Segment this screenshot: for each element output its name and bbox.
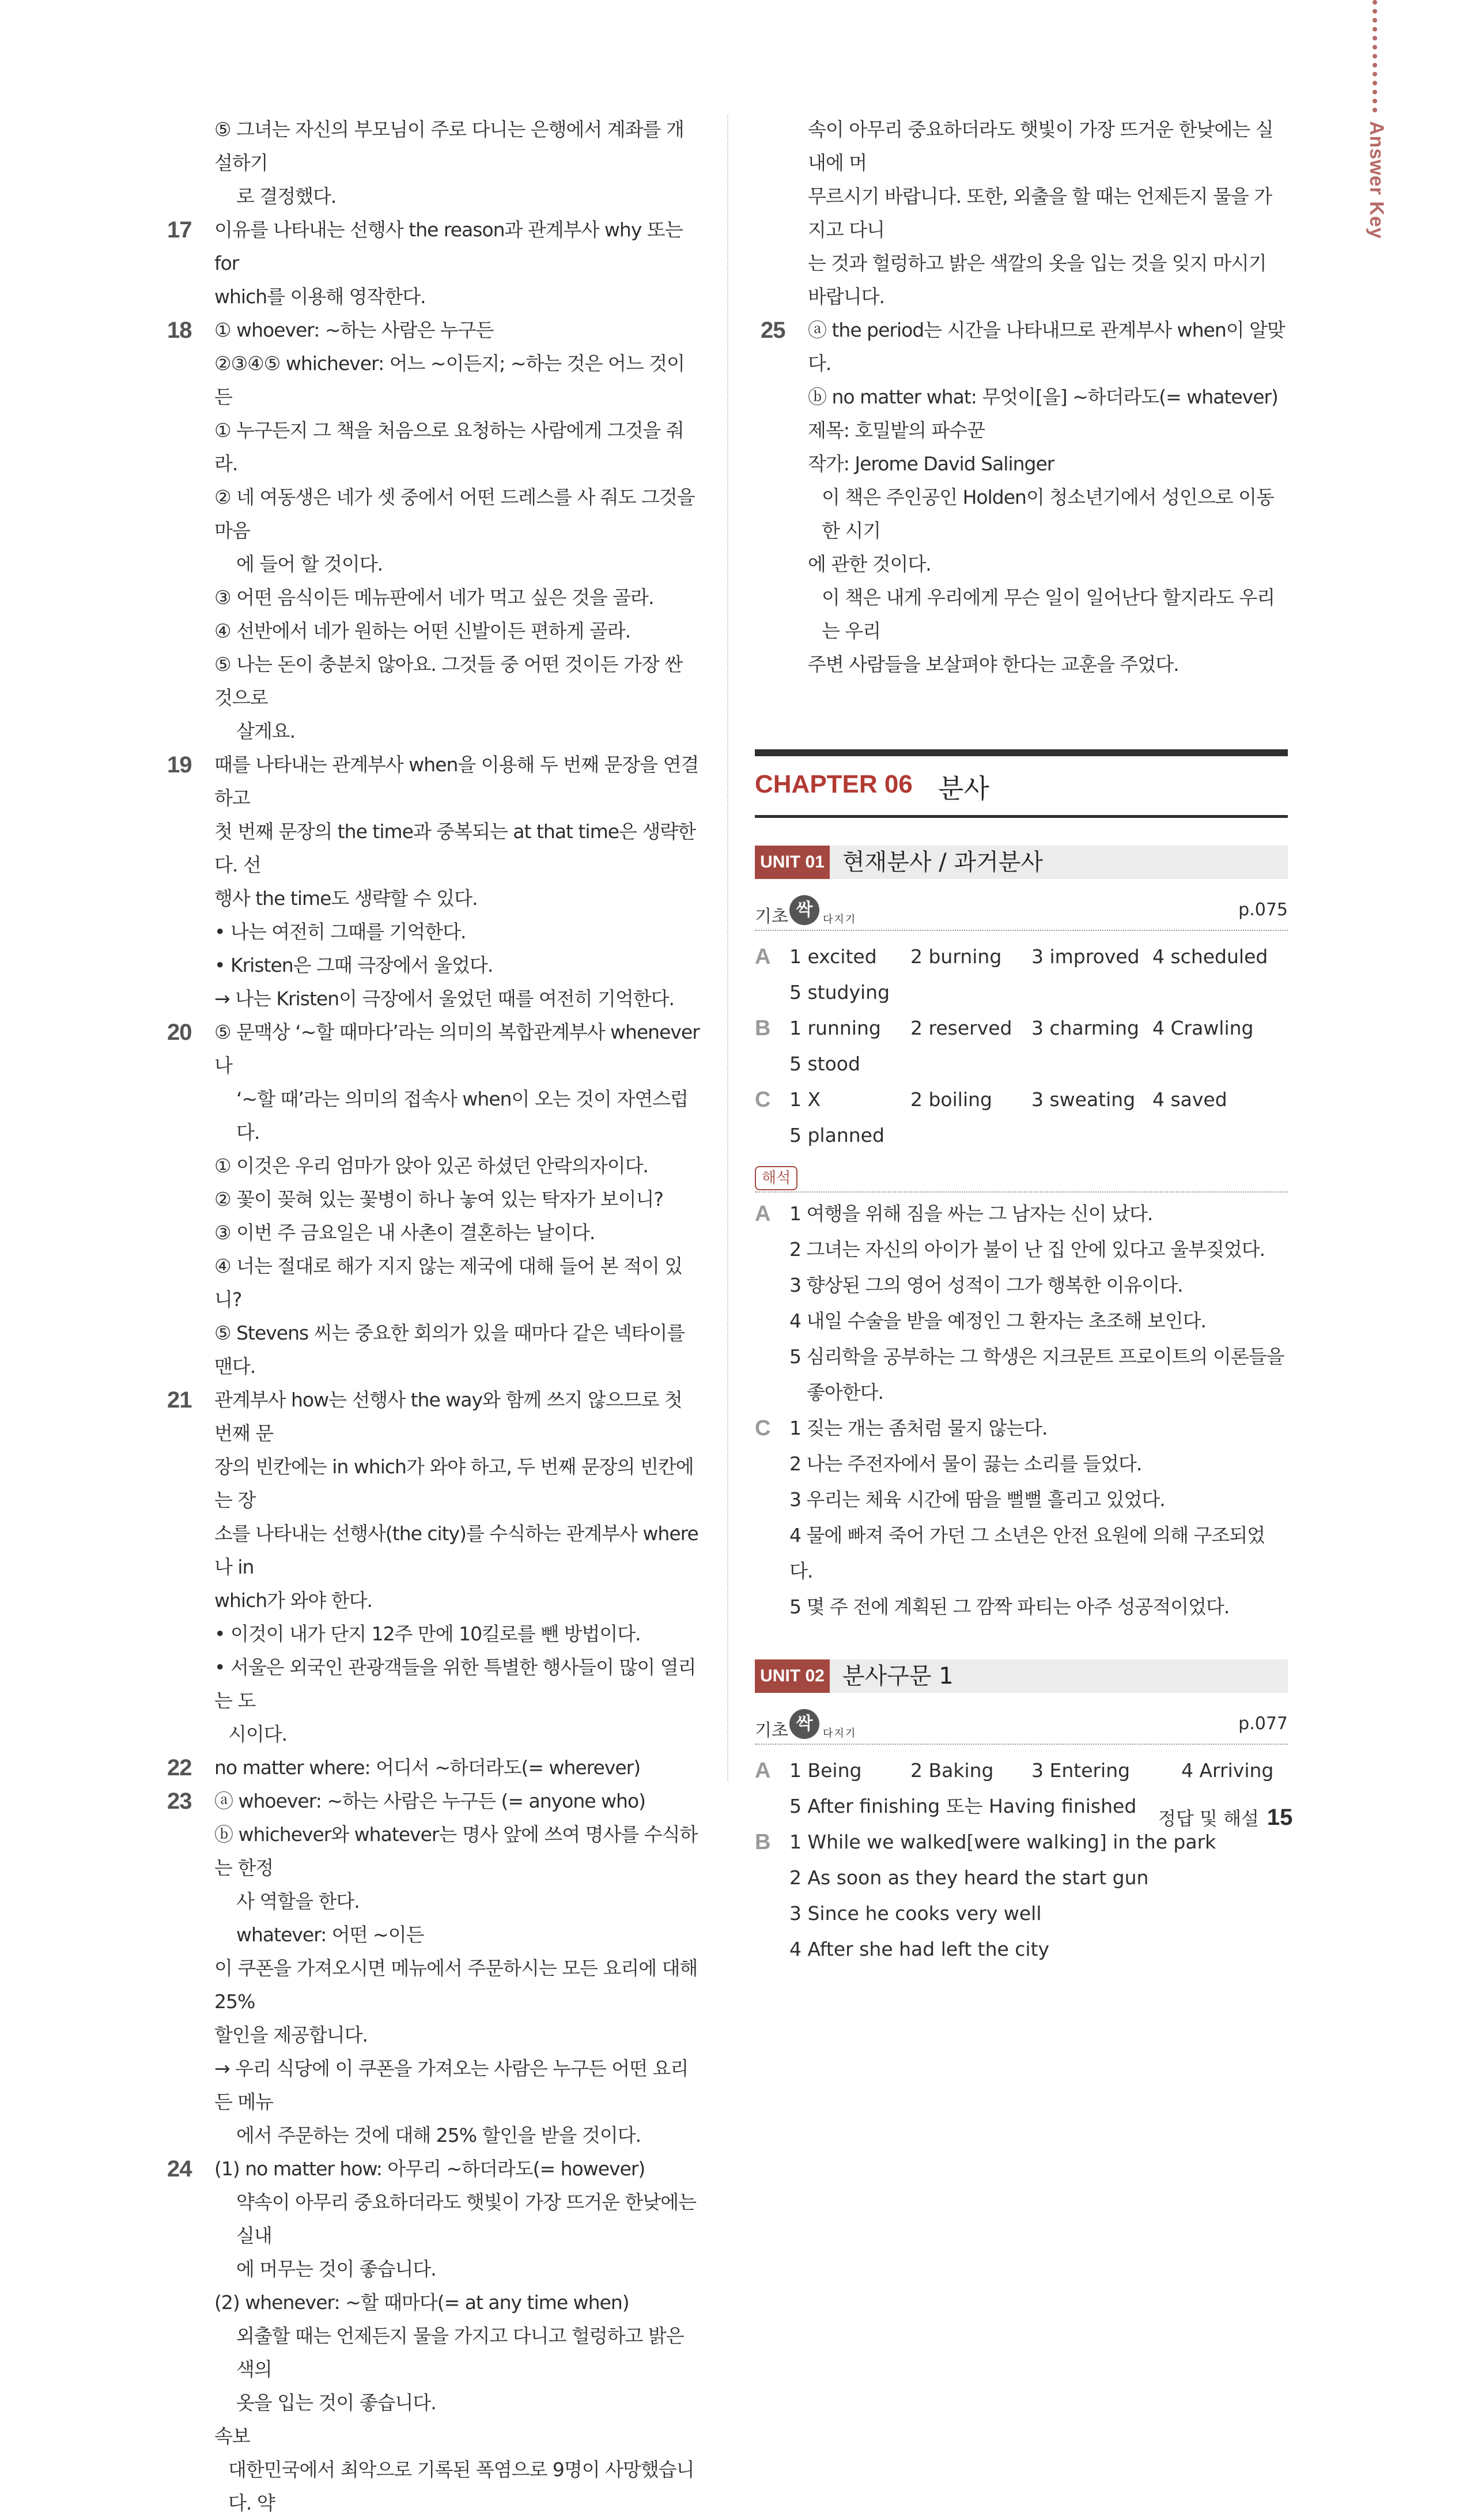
basic-practice-header xyxy=(755,894,1288,931)
answer-cell: 3 sweating xyxy=(1031,1088,1136,1111)
footer-label: 정답 및 해설 xyxy=(1158,1808,1259,1829)
translation-line: 2 나는 주전자에서 물이 끓는 소리를 들었다. xyxy=(789,1453,1142,1475)
answer-cell: 5 stood xyxy=(789,1052,860,1075)
explanation-line: ⓐ whoever: ~하는 사람은 누구든 (= anyone who) xyxy=(214,1790,646,1812)
basic-label: 기초 xyxy=(755,907,788,927)
answer-group xyxy=(755,1082,1288,1153)
answer-item xyxy=(161,113,700,213)
chapter-title: 분사 xyxy=(938,773,989,804)
answer-letter: A xyxy=(755,1759,771,1783)
explanation-line: 할인을 제공합니다. xyxy=(214,2024,368,2046)
explanation-line: • 나는 여전히 그때를 기억한다. xyxy=(214,921,466,943)
explanation-line: 무르시기 바랍니다. 또한, 외출을 할 때는 언제든지 물을 가지고 다니 xyxy=(808,185,1272,241)
basic-practice-header xyxy=(755,1708,1288,1745)
explanation-line: ‘~할 때’라는 의미의 접속사 when이 오는 것이 자연스럽다. xyxy=(236,1088,688,1144)
explanation-line: 행사 the time도 생략할 수 있다. xyxy=(214,887,478,910)
answer-cell: 2 reserved xyxy=(910,1017,1012,1039)
answer-cell: 3 Since he cooks very well xyxy=(789,1902,1042,1925)
translation-line: 4 내일 수술을 받을 예정인 그 환자는 초조해 보인다. xyxy=(789,1310,1206,1332)
translation-letter: C xyxy=(755,1416,770,1440)
question-number: 25 xyxy=(761,318,785,343)
explanation-line: ① whoever: ~하는 사람은 누구든 xyxy=(214,319,494,341)
unit-badge: UNIT 02 xyxy=(755,1659,830,1693)
explanation-line: ⑤ Stevens 씨는 중요한 회의가 있을 때마다 같은 넥타이를 맨다. xyxy=(214,1322,685,1378)
answer-cell: 1 Being xyxy=(789,1759,862,1782)
right-column xyxy=(755,113,1288,1967)
explanation-line: • 이것이 내가 단지 12주 만에 10킬로를 뺀 방법이다. xyxy=(214,1623,641,1645)
answer-list xyxy=(755,939,1288,1153)
explanation-line: ⑤ 문맥상 ‘~할 때마다’라는 의미의 복합관계부사 whenever나 xyxy=(214,1021,700,1077)
answer-letter: C xyxy=(755,1088,771,1112)
translation-line: 5 몇 주 전에 계획된 그 깜짝 파티는 아주 성공적이었다. xyxy=(789,1595,1230,1618)
explanation-line: ③ 어떤 음식이든 메뉴판에서 네가 먹고 싶은 것을 골라. xyxy=(214,586,654,609)
side-tab-label: Answer Key xyxy=(1366,121,1388,239)
answer-letter: B xyxy=(755,1830,771,1854)
page-footer xyxy=(1158,1804,1292,1831)
explanation-line: (2) whenever: ~할 때마다(= at any time when) xyxy=(214,2291,629,2314)
unit-title: 분사구문 1 xyxy=(842,1663,954,1689)
translation-line: 2 그녀는 자신의 아이가 불이 난 집 안에 있다고 울부짖었다. xyxy=(789,1238,1265,1261)
answer-row xyxy=(789,1860,1288,1896)
translation-badge: 해석 xyxy=(755,1166,797,1190)
answer-key-side-tab xyxy=(1360,0,1394,271)
column-divider xyxy=(727,115,728,1781)
translation-line: 1 여행을 위해 짐을 싸는 그 남자는 신이 났다. xyxy=(789,1202,1153,1225)
explanation-line: 이 쿠폰을 가져오시면 메뉴에서 주문하시는 모든 요리에 대해 25% xyxy=(214,1957,698,2013)
explanation-line: 이유를 나타내는 선행사 the reason과 관계부사 why 또는 for xyxy=(214,218,683,274)
explanation-line: ④ 너는 절대로 해가 지지 않는 제국에 대해 들어 본 적이 있니? xyxy=(214,1255,683,1311)
explanation-line: 에 관한 것이다. xyxy=(808,553,931,575)
dajigi-label: 다지기 xyxy=(823,1727,857,1740)
answer-group xyxy=(755,939,1288,1010)
answer-row xyxy=(789,1010,1288,1046)
translation-letter: A xyxy=(755,1202,770,1226)
question-number: 24 xyxy=(167,2156,192,2182)
explanation-line: ② 네 여동생은 네가 셋 중에서 어떤 드레스를 사 줘도 그것을 마음 xyxy=(214,486,695,542)
explanation-line: → 우리 식당에 이 쿠폰을 가져오는 사람은 누구든 어떤 요리든 메뉴 xyxy=(214,2057,689,2113)
explanation-line: (1) no matter how: 아무리 ~하더라도(= however) xyxy=(214,2157,645,2180)
explanation-line: 대한민국에서 최악으로 기록된 폭염으로 9명이 사망했습니다. 약 xyxy=(228,2458,694,2514)
translation-line: 1 짖는 개는 좀처럼 물지 않는다. xyxy=(789,1417,1048,1439)
answer-cell: 2 Baking xyxy=(910,1759,994,1782)
answer-cell: 2 As soon as they heard the start gun xyxy=(789,1866,1149,1889)
question-number: 19 xyxy=(167,752,192,778)
answer-letter: A xyxy=(755,945,771,969)
explanation-line: ② 꽃이 꽂혀 있는 꽃병이 하나 놓여 있는 탁자가 보이니? xyxy=(214,1188,663,1210)
answer-item xyxy=(161,314,700,748)
explanation-line: 관계부사 how는 선행사 the way와 함께 쓰지 않으므로 첫 번째 문 xyxy=(214,1389,682,1444)
explanation-line: • 서울은 외국인 관광객들을 위한 특별한 행사들이 많이 열리는 도 xyxy=(214,1656,696,1712)
answer-item xyxy=(161,1785,700,2152)
ssak-badge: 싹 xyxy=(789,895,819,925)
question-number: 23 xyxy=(167,1789,192,1814)
unit-header xyxy=(755,846,1288,879)
question-number: 20 xyxy=(167,1020,192,1045)
explanation-line: 작가: Jerome David Salinger xyxy=(808,452,1054,475)
chapter-label: CHAPTER 06 xyxy=(755,770,913,798)
answer-item xyxy=(161,1751,700,1785)
dajigi-label: 다지기 xyxy=(823,914,857,926)
answer-item xyxy=(161,213,700,314)
answer-group xyxy=(755,1010,1288,1082)
explanation-line: 때를 나타내는 관계부사 when을 이용해 두 번째 문장을 연결하고 xyxy=(214,753,699,809)
answer-cell: 3 charming xyxy=(1031,1017,1139,1039)
translation-line: 4 물에 빠져 죽어 가던 그 소년은 안전 요원에 의해 구조되었다. xyxy=(789,1524,1265,1582)
translation-list xyxy=(755,1196,1288,1625)
ssak-badge: 싹 xyxy=(789,1709,819,1739)
explanation-line: ③ 이번 주 금요일은 내 사촌이 결혼하는 날이다. xyxy=(214,1221,595,1244)
unit-01-section xyxy=(755,846,1288,1625)
explanation-line: 속이 아무리 중요하더라도 햇빛이 가장 뜨거운 한낮에는 실내에 머 xyxy=(808,118,1273,174)
explanation-line: which를 이용해 영작한다. xyxy=(214,285,426,308)
answer-cell: 1 excited xyxy=(789,945,877,968)
explanation-line: 에 들어 할 것이다. xyxy=(236,553,383,575)
explanation-line: ⓑ whichever와 whatever는 명사 앞에 쓰여 명사를 수식하는 한정 xyxy=(214,1823,698,1879)
explanation-line: 속보 xyxy=(214,2425,250,2447)
explanation-line: 옷을 입는 것이 좋습니다. xyxy=(236,2391,436,2414)
explanation-line: ⑤ 그녀는 자신의 부모님이 주로 다니는 은행에서 계좌를 개설하기 xyxy=(214,118,684,174)
explanation-line: 약속이 아무리 중요하더라도 햇빛이 가장 뜨거운 한낮에는 실내 xyxy=(236,2191,697,2247)
answer-row xyxy=(789,1046,1288,1082)
explanation-line: 이 책은 주인공인 Holden이 청소년기에서 성인으로 이동한 시기 xyxy=(822,486,1274,542)
answer-item xyxy=(161,748,700,1016)
answer-item xyxy=(755,113,1288,314)
page-reference: p.075 xyxy=(1238,900,1288,920)
explanation-line: 첫 번째 문장의 the time과 중복되는 at that time은 생략한다. 선 xyxy=(214,820,696,876)
unit-title: 현재분사 / 과거분사 xyxy=(842,849,1044,876)
explanation-line: ⑤ 나는 돈이 충분치 않아요. 그것들 중 어떤 것이든 가장 싼 것으로 xyxy=(214,653,683,709)
answer-cell: 1 running xyxy=(789,1017,881,1039)
answer-cell: 2 boiling xyxy=(910,1088,992,1111)
answer-cell: 4 Crawling xyxy=(1152,1017,1254,1039)
answer-cell: 5 planned xyxy=(789,1124,884,1146)
explanation-line: 사 역할을 한다. xyxy=(236,1890,360,1912)
explanation-line: ②③④⑤ whichever: 어느 ~이든지; ~하는 것은 어느 것이든 xyxy=(214,352,685,408)
answer-row xyxy=(789,975,1288,1010)
answer-cell: 4 After she had left the city xyxy=(789,1938,1050,1960)
answer-cell: 4 scheduled xyxy=(1152,945,1268,968)
answer-item xyxy=(161,1383,700,1751)
basic-label: 기초 xyxy=(755,1721,788,1741)
explanation-line: 로 결정했다. xyxy=(236,185,337,208)
translation-line: 5 심리학을 공부하는 그 학생은 지크문트 프로이트의 이론들을 xyxy=(789,1345,1284,1368)
answer-row xyxy=(789,1082,1288,1118)
unit-header xyxy=(755,1659,1288,1693)
translation-line: 좋아한다. xyxy=(807,1381,884,1404)
explanation-line: 외출할 때는 언제든지 물을 가지고 다니고 헐렁하고 밝은 색의 xyxy=(236,2325,684,2381)
answer-item xyxy=(161,1016,700,1383)
translation-group xyxy=(755,1410,1288,1625)
answer-cell: 1 While we walked[were walking] in the park xyxy=(789,1831,1216,1853)
explanation-line: 는 것과 헐렁하고 밝은 색깔의 옷을 입는 것을 잊지 마시기 바랍니다. xyxy=(808,252,1267,308)
answer-row xyxy=(789,939,1288,975)
explanation-line: ⓐ the period는 시간을 나타내므로 관계부사 when이 알맞다. xyxy=(808,319,1285,375)
explanation-line: 소를 나타내는 선행사(the city)를 수식하는 관계부사 where나 in xyxy=(214,1522,698,1578)
question-number: 22 xyxy=(167,1755,192,1780)
answer-letter: B xyxy=(755,1016,771,1040)
answer-group xyxy=(755,1824,1288,1967)
answer-cell: 1 X xyxy=(789,1088,821,1111)
unit-badge: UNIT 01 xyxy=(755,846,830,879)
answer-cell: 2 burning xyxy=(910,945,1002,968)
question-number: 18 xyxy=(167,318,192,343)
explanation-line: no matter where: 어디서 ~하더라도(= wherever) xyxy=(214,1756,641,1779)
answer-cell: 3 Entering xyxy=(1031,1759,1131,1782)
explanation-line: ④ 선반에서 네가 원하는 어떤 신발이든 편하게 골라. xyxy=(214,620,631,642)
answer-cell: 5 studying xyxy=(789,981,890,1004)
translation-group xyxy=(755,1196,1288,1410)
answer-row xyxy=(789,1896,1288,1932)
explanation-line: 살게요. xyxy=(236,720,296,742)
page-reference: p.077 xyxy=(1238,1714,1288,1734)
translation-line: 3 향상된 그의 영어 성적이 그가 행복한 이유이다. xyxy=(789,1274,1183,1296)
answer-cell: 4 Arriving xyxy=(1181,1759,1274,1782)
explanation-line: → 나는 Kristen이 극장에서 울었던 때를 여전히 기억한다. xyxy=(214,987,674,1010)
answer-row xyxy=(789,1118,1288,1153)
chapter-header xyxy=(755,749,1288,818)
explanation-line: 주변 사람들을 보살펴야 한다는 교훈을 주었다. xyxy=(808,653,1179,676)
right-top-answers xyxy=(755,113,1288,681)
explanation-line: 에서 주문하는 것에 대해 25% 할인을 받을 것이다. xyxy=(236,2124,641,2146)
answer-row xyxy=(789,1932,1288,1967)
explanation-line: whatever: 어떤 ~이든 xyxy=(236,1923,424,1946)
answer-cell: 4 saved xyxy=(1152,1088,1227,1111)
answer-list xyxy=(755,1753,1288,1967)
answer-cell: 3 improved xyxy=(1031,945,1140,968)
explanation-line: 이 책은 내게 우리에게 무슨 일이 일어난다 할지라도 우리는 우리 xyxy=(822,586,1275,642)
side-tab-dots xyxy=(1373,0,1377,112)
explanation-line: which가 와야 한다. xyxy=(214,1589,372,1612)
left-column xyxy=(161,113,700,2520)
question-number: 17 xyxy=(167,217,192,243)
explanation-line: 장의 빈칸에는 in which가 와야 하고, 두 번째 문장의 빈칸에는 장 xyxy=(214,1455,694,1511)
explanation-line: ⓑ no matter what: 무엇이[을] ~하더라도(= whatever) xyxy=(808,386,1278,408)
question-number: 21 xyxy=(167,1387,192,1413)
explanation-line: 에 머무는 것이 좋습니다. xyxy=(236,2258,436,2280)
explanation-line: ① 누구든지 그 책을 처음으로 요청하는 사람에게 그것을 줘라. xyxy=(214,419,684,475)
explanation-line: • Kristen은 그때 극장에서 울었다. xyxy=(214,954,493,976)
page-number: 15 xyxy=(1267,1805,1293,1830)
answer-item xyxy=(161,2152,700,2520)
answer-cell: 5 After finishing 또는 Having finished xyxy=(789,1795,1137,1817)
translation-header xyxy=(755,1166,1288,1193)
explanation-line: ① 이것은 우리 엄마가 앉아 있곤 하셨던 안락의자이다. xyxy=(214,1155,648,1177)
explanation-line: 시이다. xyxy=(228,1723,288,1745)
explanation-line: 제목: 호밀밭의 파수꾼 xyxy=(808,419,985,442)
answer-item xyxy=(755,314,1288,681)
answer-row xyxy=(789,1753,1288,1789)
translation-line: 3 우리는 체육 시간에 땀을 뻘뻘 흘리고 있었다. xyxy=(789,1488,1165,1511)
